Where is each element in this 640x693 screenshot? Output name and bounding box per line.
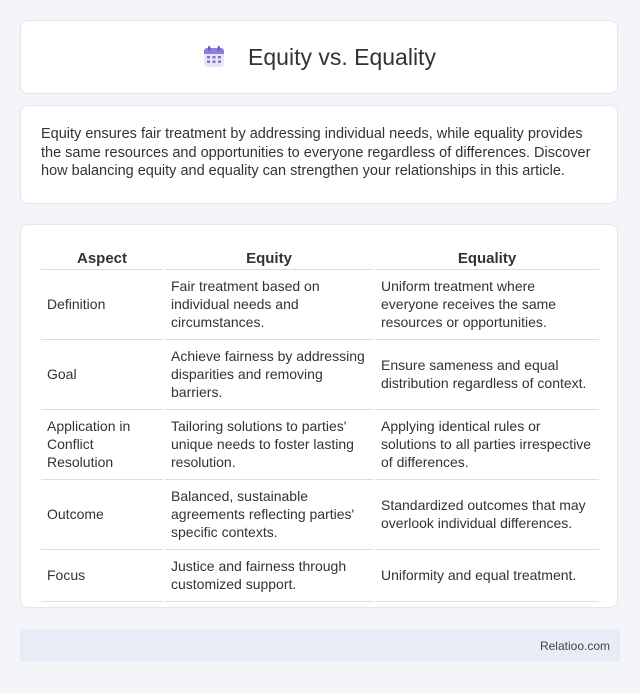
table-cell-aspect: Definition [41,270,163,340]
table-row [41,480,599,550]
table-cell-equity: Tailoring solutions to parties' unique needs to foster lasting resolution. [165,410,373,480]
footer-brand[interactable]: Relatioo.com [539,638,610,653]
title-card [20,20,618,94]
table-cell-aspect: Outcome [41,480,163,550]
footer-bar [20,629,620,662]
table-cell-equality: Ensure sameness and equal distribution regardless of context. [375,340,599,410]
page-title: Equity vs. Equality [248,43,436,70]
column-header-equality: Equality [375,247,599,270]
table-cell-equity: Justice and fairness through customized support. [165,550,373,602]
table-cell-aspect: Application in Conflict Resolution [41,410,163,480]
table-cell-equality: Applying identical rules or solutions to all parties irrespective of differences. [375,410,599,480]
table-cell-equity: Balanced, sustainable agreements reflecting parties' specific contexts. [165,480,373,550]
comparison-table-card [20,224,618,608]
table-row [41,270,599,340]
table-cell-aspect: Goal [41,340,163,410]
table-cell-equity: Fair treatment based on individual needs and circumstances. [165,270,373,340]
table-cell-equality: Uniformity and equal treatment. [375,550,599,602]
calendar-icon [202,45,226,69]
table-row [41,550,599,602]
intro-card [20,105,618,204]
intro-text: Equity ensures fair treatment by addressing individual needs, while equality provides the same resources and opportunities to everyone regardless of differences. Discover how balancing equity and equality can strengthen your relationships in this article. [41,126,591,179]
table-row [41,410,599,480]
table-cell-equity: Achieve fairness by addressing disparities and removing barriers. [165,340,373,410]
table-cell-equality: Uniform treatment where everyone receives the same resources or opportunities. [375,270,599,340]
table-cell-equality: Standardized outcomes that may overlook individual differences. [375,480,599,550]
table-row [41,340,599,410]
table-header-row [41,247,599,270]
comparison-table [39,247,601,602]
column-header-aspect: Aspect [41,247,163,270]
column-header-equity: Equity [165,247,373,270]
table-cell-aspect: Focus [41,550,163,602]
